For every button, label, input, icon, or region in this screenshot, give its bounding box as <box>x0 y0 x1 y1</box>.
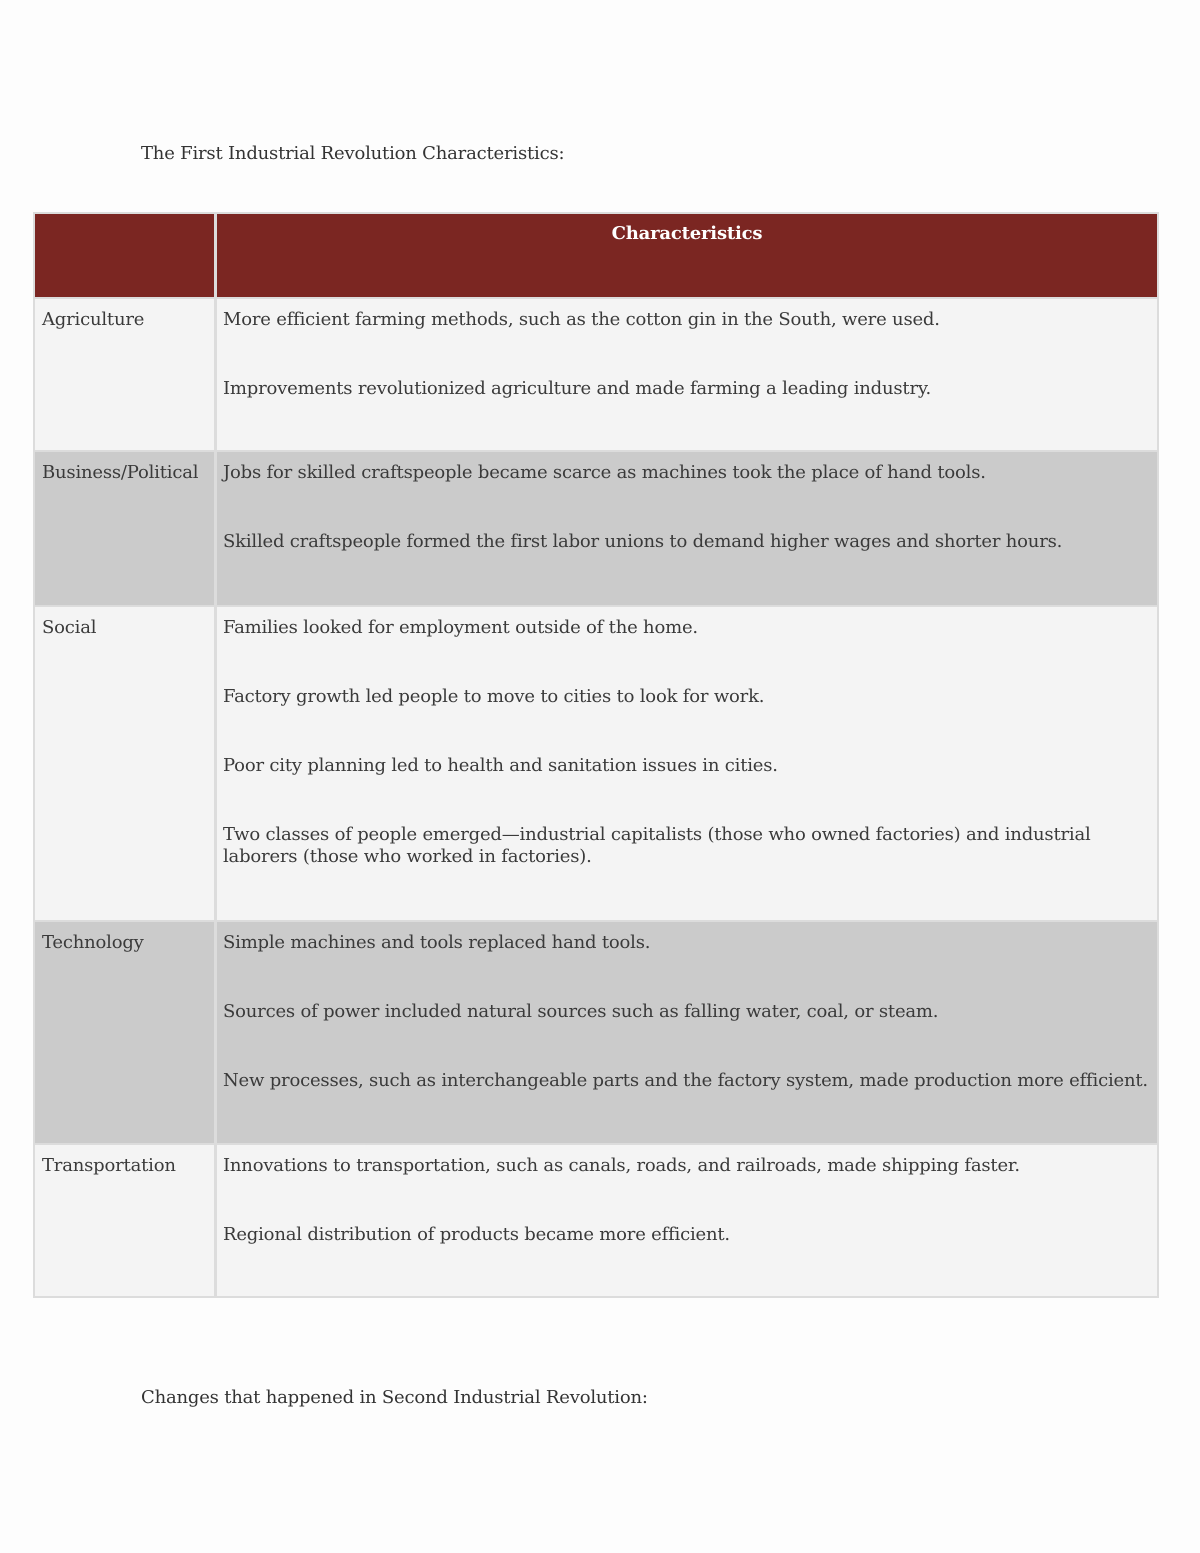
table-row <box>35 607 1157 922</box>
table-row <box>35 299 1157 452</box>
characteristic-item: Poor city planning led to health and sanitation issues in cities. <box>223 755 778 776</box>
characteristic-item: Jobs for skilled craftspeople became scarce as machines took the place of hand tools. <box>223 462 986 483</box>
table-row <box>35 452 1157 607</box>
characteristic-item: More efficient farming methods, such as the cotton gin in the South, were used. <box>223 309 940 330</box>
characteristic-item: Improvements revolutionized agriculture and made farming a leading industry. <box>223 378 931 399</box>
table-header-row <box>35 214 1157 299</box>
row-category-agriculture: Agriculture <box>35 299 217 450</box>
row-category-business-political: Business/Political <box>35 452 217 605</box>
intro-heading: The First Industrial Revolution Characteristics: <box>141 143 565 164</box>
characteristic-item: Regional distribution of products became more efficient. <box>223 1224 730 1245</box>
table-row <box>35 1145 1157 1296</box>
characteristic-item: Innovations to transportation, such as canals, roads, and railroads, made shipping faster. <box>223 1155 1020 1176</box>
outro-heading: Changes that happened in Second Industrial Revolution: <box>141 1387 648 1408</box>
header-cell-category <box>35 214 217 297</box>
characteristic-item: Skilled craftspeople formed the first labor unions to demand higher wages and shorter hours. <box>223 531 1063 552</box>
row-characteristics <box>217 299 1157 450</box>
row-characteristics <box>217 452 1157 605</box>
characteristic-item: Factory growth led people to move to cities to look for work. <box>223 686 765 707</box>
row-characteristics <box>217 607 1157 920</box>
characteristic-item: Simple machines and tools replaced hand tools. <box>223 932 651 953</box>
characteristic-item: Families looked for employment outside of the home. <box>223 617 698 638</box>
characteristic-item: Sources of power included natural sources such as falling water, coal, or steam. <box>223 1001 939 1022</box>
characteristics-table <box>33 212 1159 1298</box>
row-characteristics <box>217 922 1157 1143</box>
table-row <box>35 922 1157 1145</box>
row-category-transportation: Transportation <box>35 1145 217 1296</box>
row-characteristics <box>217 1145 1157 1296</box>
header-cell-characteristics: Characteristics <box>217 214 1157 297</box>
characteristic-item: Two classes of people emerged—industrial capitalists (those who owned factories) and industrial laborers (those who worked in factories). <box>223 824 1091 867</box>
row-category-social: Social <box>35 607 217 920</box>
row-category-technology: Technology <box>35 922 217 1143</box>
characteristic-item: New processes, such as interchangeable parts and the factory system, made production more efficient. <box>223 1070 1148 1091</box>
